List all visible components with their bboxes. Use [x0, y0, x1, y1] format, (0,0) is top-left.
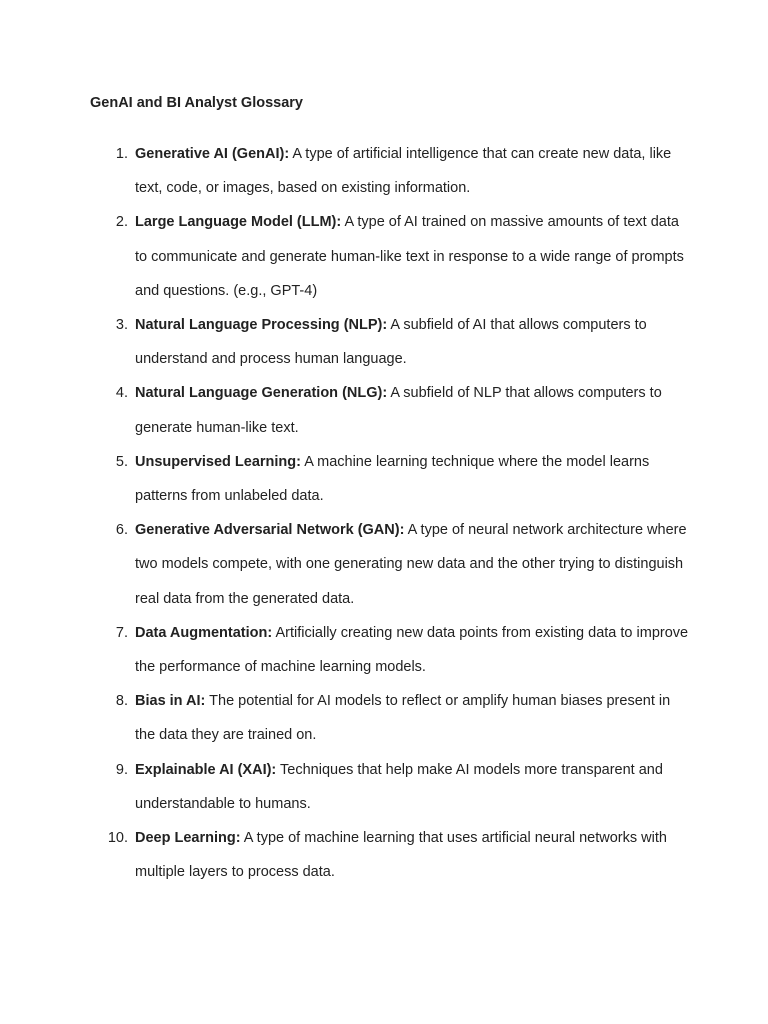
item-number: 8.: [115, 693, 128, 710]
item-number: 1.: [115, 146, 128, 162]
glossary-term: Bias in AI:: [135, 693, 206, 710]
glossary-definition: A machine learning technique where the model learns patterns from unlabeled data.: [135, 453, 650, 505]
item-number: 5.: [115, 453, 128, 470]
item-number: 6.: [115, 522, 128, 539]
glossary-definition: A type of neural network architecture where two models compete, with one generating new data and the other trying to distinguish real data from the generated data.: [135, 522, 687, 607]
glossary-term: Natural Language Generation (NLG):: [135, 385, 388, 402]
glossary-term: Generative AI (GenAI):: [135, 146, 290, 162]
glossary-definition: A subfield of AI that allows computers to understand and process human language.: [135, 317, 647, 368]
glossary-item-3: [90, 308, 690, 376]
glossary-term: Explainable AI (XAI):: [135, 761, 277, 778]
glossary-item-7: [90, 616, 690, 684]
glossary-definition: The potential for AI models to reflect or amplify human biases present in the data they are trained on.: [135, 693, 671, 744]
glossary-item-5: [90, 445, 690, 513]
glossary-definition: Artificially creating new data points from existing data to improve the performance of machine learning models.: [135, 624, 689, 676]
glossary-list: [90, 137, 690, 889]
glossary-definition: A type of AI trained on massive amounts of text data to communicate and generate human-like text in response to a wide range of prompts and questions. (e.g., GPT-4): [135, 214, 684, 299]
glossary-item-9: [90, 753, 690, 821]
glossary-term: Data Augmentation:: [135, 624, 273, 641]
item-number: 7.: [115, 624, 128, 641]
item-number: 3.: [115, 317, 128, 334]
glossary-item-2: [90, 205, 690, 308]
glossary-definition: A type of machine learning that uses artificial neural networks with multiple layers to process data.: [135, 830, 667, 881]
glossary-term: Deep Learning:: [135, 830, 241, 847]
document-title: GenAI and BI Analyst Glossary: [90, 95, 303, 111]
glossary-definition: Techniques that help make AI models more transparent and understandable to humans.: [135, 761, 663, 812]
item-number: 2.: [115, 214, 128, 231]
glossary-item-10: [90, 821, 690, 889]
glossary-term: Large Language Model (LLM):: [135, 214, 342, 231]
glossary-term: Generative Adversarial Network (GAN):: [135, 522, 405, 539]
item-number: 9.: [115, 761, 128, 778]
glossary-item-1: [90, 137, 690, 205]
item-number: 4.: [115, 385, 128, 402]
item-number: 10.: [107, 830, 128, 847]
glossary-definition: A subfield of NLP that allows computers to generate human-like text.: [135, 385, 662, 436]
glossary-term: Natural Language Processing (NLP):: [135, 317, 388, 334]
glossary-term: Unsupervised Learning:: [135, 453, 301, 470]
glossary-item-6: [90, 513, 690, 616]
glossary-item-4: [90, 376, 690, 444]
glossary-item-8: [90, 684, 690, 752]
glossary-definition: A type of artificial intelligence that can create new data, like text, code, or images, based on existing information.: [135, 146, 672, 197]
